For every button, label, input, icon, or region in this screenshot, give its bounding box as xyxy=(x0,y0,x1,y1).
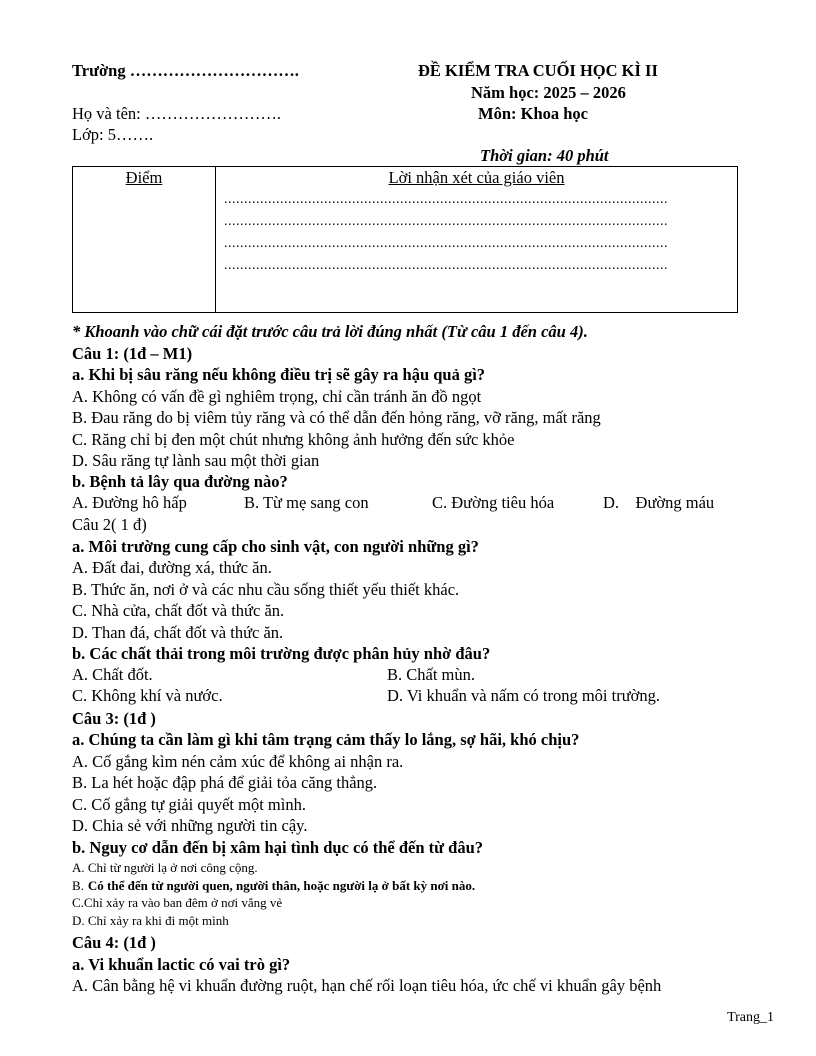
q2a-question: a. Môi trường cung cấp cho sinh vật, con người những gì? xyxy=(72,537,479,556)
q2a-option-a: A. Đất đai, đường xá, thức ăn. xyxy=(72,558,272,577)
score-cell xyxy=(73,167,216,313)
q3b-question: b. Nguy cơ dẫn đến bị xâm hại tình dục có thể đến từ đâu? xyxy=(72,838,484,857)
q2b-option-b: B. Chất mùn. xyxy=(387,665,476,684)
q3-title: Câu 3: (1đ ) xyxy=(72,709,156,728)
comment-dotted-line: ............................................................................................................... xyxy=(224,258,668,273)
q3b-option-b-letter: B. xyxy=(72,878,84,893)
q3b-option-b xyxy=(72,877,475,895)
q4a-option-a: A. Cân bằng hệ vi khuẩn đường ruột, hạn chế rối loạn tiêu hóa, ức chế vi khuẩn gây bệnh xyxy=(72,976,662,995)
q2b-option-d: D. Vi khuẩn và nấm có trong môi trường. xyxy=(387,686,660,705)
q4-title: Câu 4: (1đ ) xyxy=(72,933,156,952)
q1b-option-c: C. Đường tiêu hóa xyxy=(432,493,555,512)
school-field: Trường …………………………. xyxy=(72,61,299,80)
exam-time: Thời gian: 40 phút xyxy=(480,146,609,165)
q2b-option-a: A. Chất đốt. xyxy=(72,665,153,684)
comment-cell xyxy=(216,167,738,313)
student-name-field: Họ và tên: ……………………. xyxy=(72,104,281,123)
q3a-option-d: D. Chia sẻ với những người tin cậy. xyxy=(72,816,308,835)
school-year: Năm học: 2025 – 2026 xyxy=(471,83,626,102)
q1a-option-c: C. Răng chỉ bị đen một chút nhưng không ảnh hưởng đến sức khỏe xyxy=(72,430,515,449)
q1a-option-d: D. Sâu răng tự lành sau một thời gian xyxy=(72,451,320,470)
comment-label: Lời nhận xét của giáo viên xyxy=(388,168,565,187)
subject-label: Môn: Khoa học xyxy=(478,104,589,123)
q1a-option-b: B. Đau răng do bị viêm tủy răng và có thể dẫn đến hỏng răng, vỡ răng, mất răng xyxy=(72,408,601,427)
q1b-option-b: B. Từ mẹ sang con xyxy=(244,493,369,512)
class-field: Lớp: 5……. xyxy=(72,125,154,144)
exam-title: ĐỀ KIỂM TRA CUỐI HỌC KÌ II xyxy=(418,61,658,80)
q3b-option-b-text: Có thể đến từ người quen, người thân, hoặc người lạ ở bất kỳ nơi nào. xyxy=(87,878,476,893)
comment-dotted-line: ............................................................................................................... xyxy=(224,236,668,251)
q1-title: Câu 1: (1đ – M1) xyxy=(72,344,193,363)
comment-dotted-line: ............................................................................................................... xyxy=(224,192,668,207)
q2-title: Câu 2( 1 đ) xyxy=(72,515,147,534)
q1b-option-a: A. Đường hô hấp xyxy=(72,493,187,512)
q4a-question: a. Vi khuẩn lactic có vai trò gì? xyxy=(72,955,291,974)
q2a-option-b: B. Thức ăn, nơi ở và các nhu cầu sống thiết yếu thiết khác. xyxy=(72,580,460,599)
score-label: Điểm xyxy=(125,168,163,187)
grade-table xyxy=(72,166,738,313)
q3a-question: a. Chúng ta cần làm gì khi tâm trạng cảm thấy lo lắng, sợ hãi, khó chịu? xyxy=(72,730,580,749)
q2b-question: b. Các chất thải trong môi trường được phân hủy nhờ đâu? xyxy=(72,644,491,663)
q2a-option-c: C. Nhà cửa, chất đốt và thức ăn. xyxy=(72,601,285,620)
q3b-option-a: A. Chỉ từ người lạ ở nơi công cộng. xyxy=(72,860,258,875)
q2a-option-d: D. Than đá, chất đốt và thức ăn. xyxy=(72,623,284,642)
q1a-option-a: A. Không có vấn đề gì nghiêm trọng, chỉ cần tránh ăn đồ ngọt xyxy=(72,387,482,406)
q1b-question: b. Bệnh tả lây qua đường nào? xyxy=(72,472,288,491)
q3a-option-c: C. Cố gắng tự giải quyết một mình. xyxy=(72,795,306,814)
q3b-option-d: D. Chỉ xảy ra khi đi một mình xyxy=(72,913,229,928)
q2b-option-c: C. Không khí và nước. xyxy=(72,686,223,705)
q1b-option-d: D. Đường máu xyxy=(603,493,715,512)
q1a-question: a. Khi bị sâu răng nếu không điều trị sẽ gây ra hậu quả gì? xyxy=(72,365,486,384)
instruction: * Khoanh vào chữ cái đặt trước câu trả lời đúng nhất (Từ câu 1 đến câu 4). xyxy=(72,322,588,341)
page-number: Trang_1 xyxy=(727,1010,774,1025)
q3b-option-c: C.Chỉ xảy ra vào ban đêm ở nơi vắng vẻ xyxy=(72,895,283,910)
comment-dotted-line: ............................................................................................................... xyxy=(224,214,668,229)
q3a-option-a: A. Cố gắng kìm nén cảm xúc để không ai nhận ra. xyxy=(72,752,404,771)
q3a-option-b: B. La hét hoặc đập phá để giải tỏa căng thẳng. xyxy=(72,773,378,792)
